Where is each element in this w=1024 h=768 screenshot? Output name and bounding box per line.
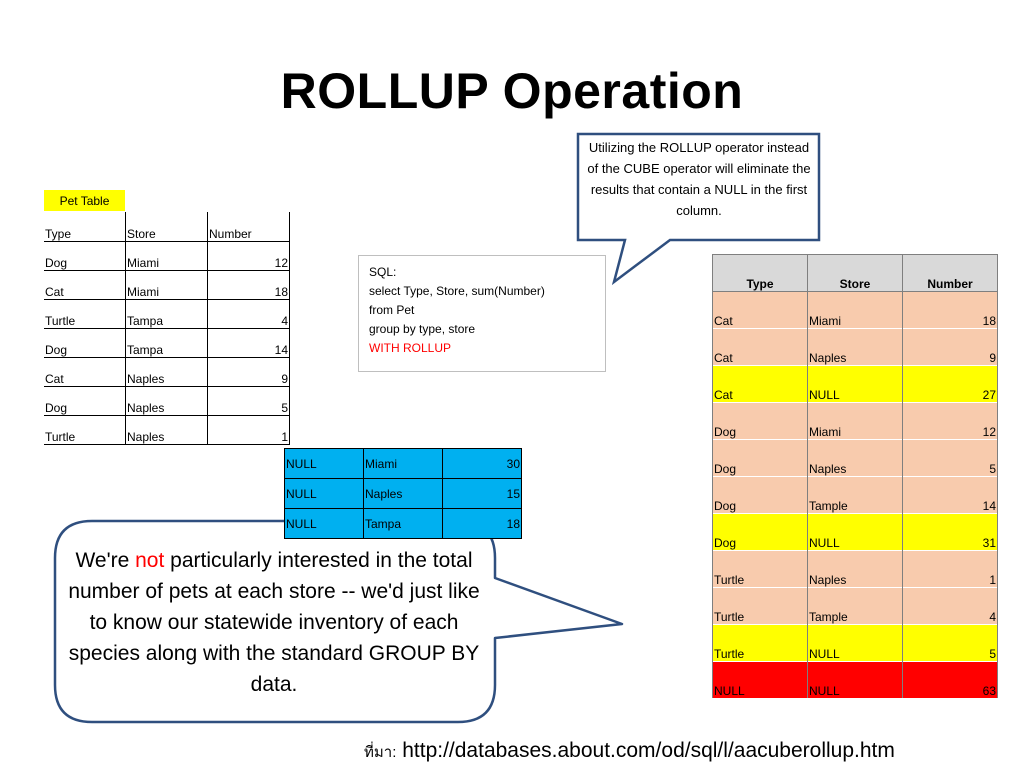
result-cell-store: Miami — [808, 292, 903, 329]
store-totals-number: 30 — [443, 449, 522, 479]
pet-table-row — [44, 299, 290, 328]
result-cell-store: NULL — [808, 514, 903, 551]
pet-cell-number: 14 — [208, 328, 290, 357]
result-cell-store: NULL — [808, 625, 903, 662]
pet-cell-number: 5 — [208, 386, 290, 415]
result-row — [713, 477, 998, 514]
sql-line: from Pet — [369, 303, 415, 317]
result-header-store: Store — [808, 255, 903, 292]
source-url[interactable]: http://databases.about.com/od/sql/l/aacuberollup.htm — [402, 739, 895, 762]
pet-cell-number: 12 — [208, 241, 290, 270]
result-row — [713, 366, 998, 403]
result-cell-type: Dog — [713, 403, 808, 440]
pet-table-caption: Pet Table — [44, 190, 125, 211]
store-totals-type: NULL — [285, 449, 364, 479]
result-cell-number: 9 — [903, 329, 998, 366]
result-cell-number: 1 — [903, 551, 998, 588]
result-cell-number: 14 — [903, 477, 998, 514]
result-row — [713, 514, 998, 551]
sql-line: group by type, store — [369, 322, 476, 336]
pet-table-row — [44, 328, 290, 357]
result-cell-number: 5 — [903, 625, 998, 662]
store-totals-table — [284, 448, 522, 539]
store-totals-number: 18 — [443, 509, 522, 539]
result-cell-store: Tample — [808, 588, 903, 625]
store-totals-row — [285, 479, 522, 509]
pet-cell-type: Cat — [44, 357, 126, 386]
result-cell-type: Dog — [713, 440, 808, 477]
result-cell-type: NULL — [713, 662, 808, 699]
callout-emphasis: not — [135, 549, 165, 572]
result-row — [713, 662, 998, 699]
sql-line: select Type, Store, sum(Number) — [369, 284, 545, 298]
result-cell-number: 31 — [903, 514, 998, 551]
result-header-row — [713, 255, 998, 292]
source-citation — [364, 739, 895, 764]
pet-header-number: Number — [208, 212, 290, 241]
store-totals-store: Tampa — [364, 509, 443, 539]
result-cell-store: Naples — [808, 551, 903, 588]
callout-text-part: particularly interested in the total number of pets at each store -- we'd just like to know our statewide inventory of each species along with the standard GROUP BY data. — [68, 549, 480, 696]
bottom-callout-text — [66, 545, 482, 700]
store-totals-row — [285, 509, 522, 539]
store-totals-store: Naples — [364, 479, 443, 509]
result-cell-number: 5 — [903, 440, 998, 477]
result-cell-number: 4 — [903, 588, 998, 625]
pet-cell-type: Cat — [44, 270, 126, 299]
sql-line: SQL: — [369, 265, 397, 279]
result-cell-type: Cat — [713, 366, 808, 403]
result-cell-store: NULL — [808, 366, 903, 403]
callout-text-part: We're — [75, 549, 136, 572]
pet-table — [44, 212, 290, 445]
result-cell-store: Miami — [808, 403, 903, 440]
pet-header-type: Type — [44, 212, 126, 241]
rollup-result-table — [712, 254, 998, 698]
slide-title: ROLLUP Operation — [280, 63, 744, 119]
result-header-number: Number — [903, 255, 998, 292]
pet-cell-type: Dog — [44, 328, 126, 357]
pet-cell-store: Naples — [126, 415, 208, 444]
pet-table-row — [44, 386, 290, 415]
pet-table-header — [44, 212, 290, 241]
pet-cell-number: 4 — [208, 299, 290, 328]
pet-cell-store: Tampa — [126, 328, 208, 357]
pet-cell-number: 18 — [208, 270, 290, 299]
store-totals-type: NULL — [285, 509, 364, 539]
result-row — [713, 625, 998, 662]
pet-header-store: Store — [126, 212, 208, 241]
result-cell-type: Dog — [713, 514, 808, 551]
result-row — [713, 403, 998, 440]
pet-cell-number: 1 — [208, 415, 290, 444]
sql-rollup-clause: WITH ROLLUP — [369, 341, 452, 355]
result-header-type: Type — [713, 255, 808, 292]
result-cell-type: Cat — [713, 329, 808, 366]
pet-table-row — [44, 270, 290, 299]
sql-query-box — [358, 255, 606, 372]
result-cell-store: Naples — [808, 440, 903, 477]
store-totals-row — [285, 449, 522, 479]
pet-cell-type: Turtle — [44, 415, 126, 444]
store-totals-store: Miami — [364, 449, 443, 479]
pet-cell-store: Naples — [126, 386, 208, 415]
pet-cell-number: 9 — [208, 357, 290, 386]
top-callout-text: Utilizing the ROLLUP operator instead of the CUBE operator will eliminate the results that contain a NULL in the first column. — [587, 140, 811, 218]
pet-table-row — [44, 415, 290, 444]
result-cell-store: Naples — [808, 329, 903, 366]
result-row — [713, 440, 998, 477]
pet-table-row — [44, 241, 290, 270]
result-row — [713, 551, 998, 588]
result-cell-store: Tample — [808, 477, 903, 514]
pet-cell-type: Dog — [44, 241, 126, 270]
pet-cell-store: Tampa — [126, 299, 208, 328]
result-cell-type: Cat — [713, 292, 808, 329]
result-row — [713, 292, 998, 329]
result-cell-type: Dog — [713, 477, 808, 514]
result-cell-type: Turtle — [713, 588, 808, 625]
store-totals-type: NULL — [285, 479, 364, 509]
pet-table-row — [44, 357, 290, 386]
source-prefix: ที่มา: — [364, 744, 397, 761]
result-cell-store: NULL — [808, 662, 903, 699]
store-totals-number: 15 — [443, 479, 522, 509]
result-table-body — [713, 292, 998, 699]
result-cell-number: 27 — [903, 366, 998, 403]
result-cell-number: 12 — [903, 403, 998, 440]
pet-cell-store: Miami — [126, 270, 208, 299]
result-cell-type: Turtle — [713, 551, 808, 588]
pet-cell-type: Dog — [44, 386, 126, 415]
result-cell-number: 18 — [903, 292, 998, 329]
pet-cell-type: Turtle — [44, 299, 126, 328]
pet-cell-store: Naples — [126, 357, 208, 386]
result-row — [713, 588, 998, 625]
pet-cell-store: Miami — [126, 241, 208, 270]
result-cell-type: Turtle — [713, 625, 808, 662]
result-row — [713, 329, 998, 366]
result-cell-number: 63 — [903, 662, 998, 699]
